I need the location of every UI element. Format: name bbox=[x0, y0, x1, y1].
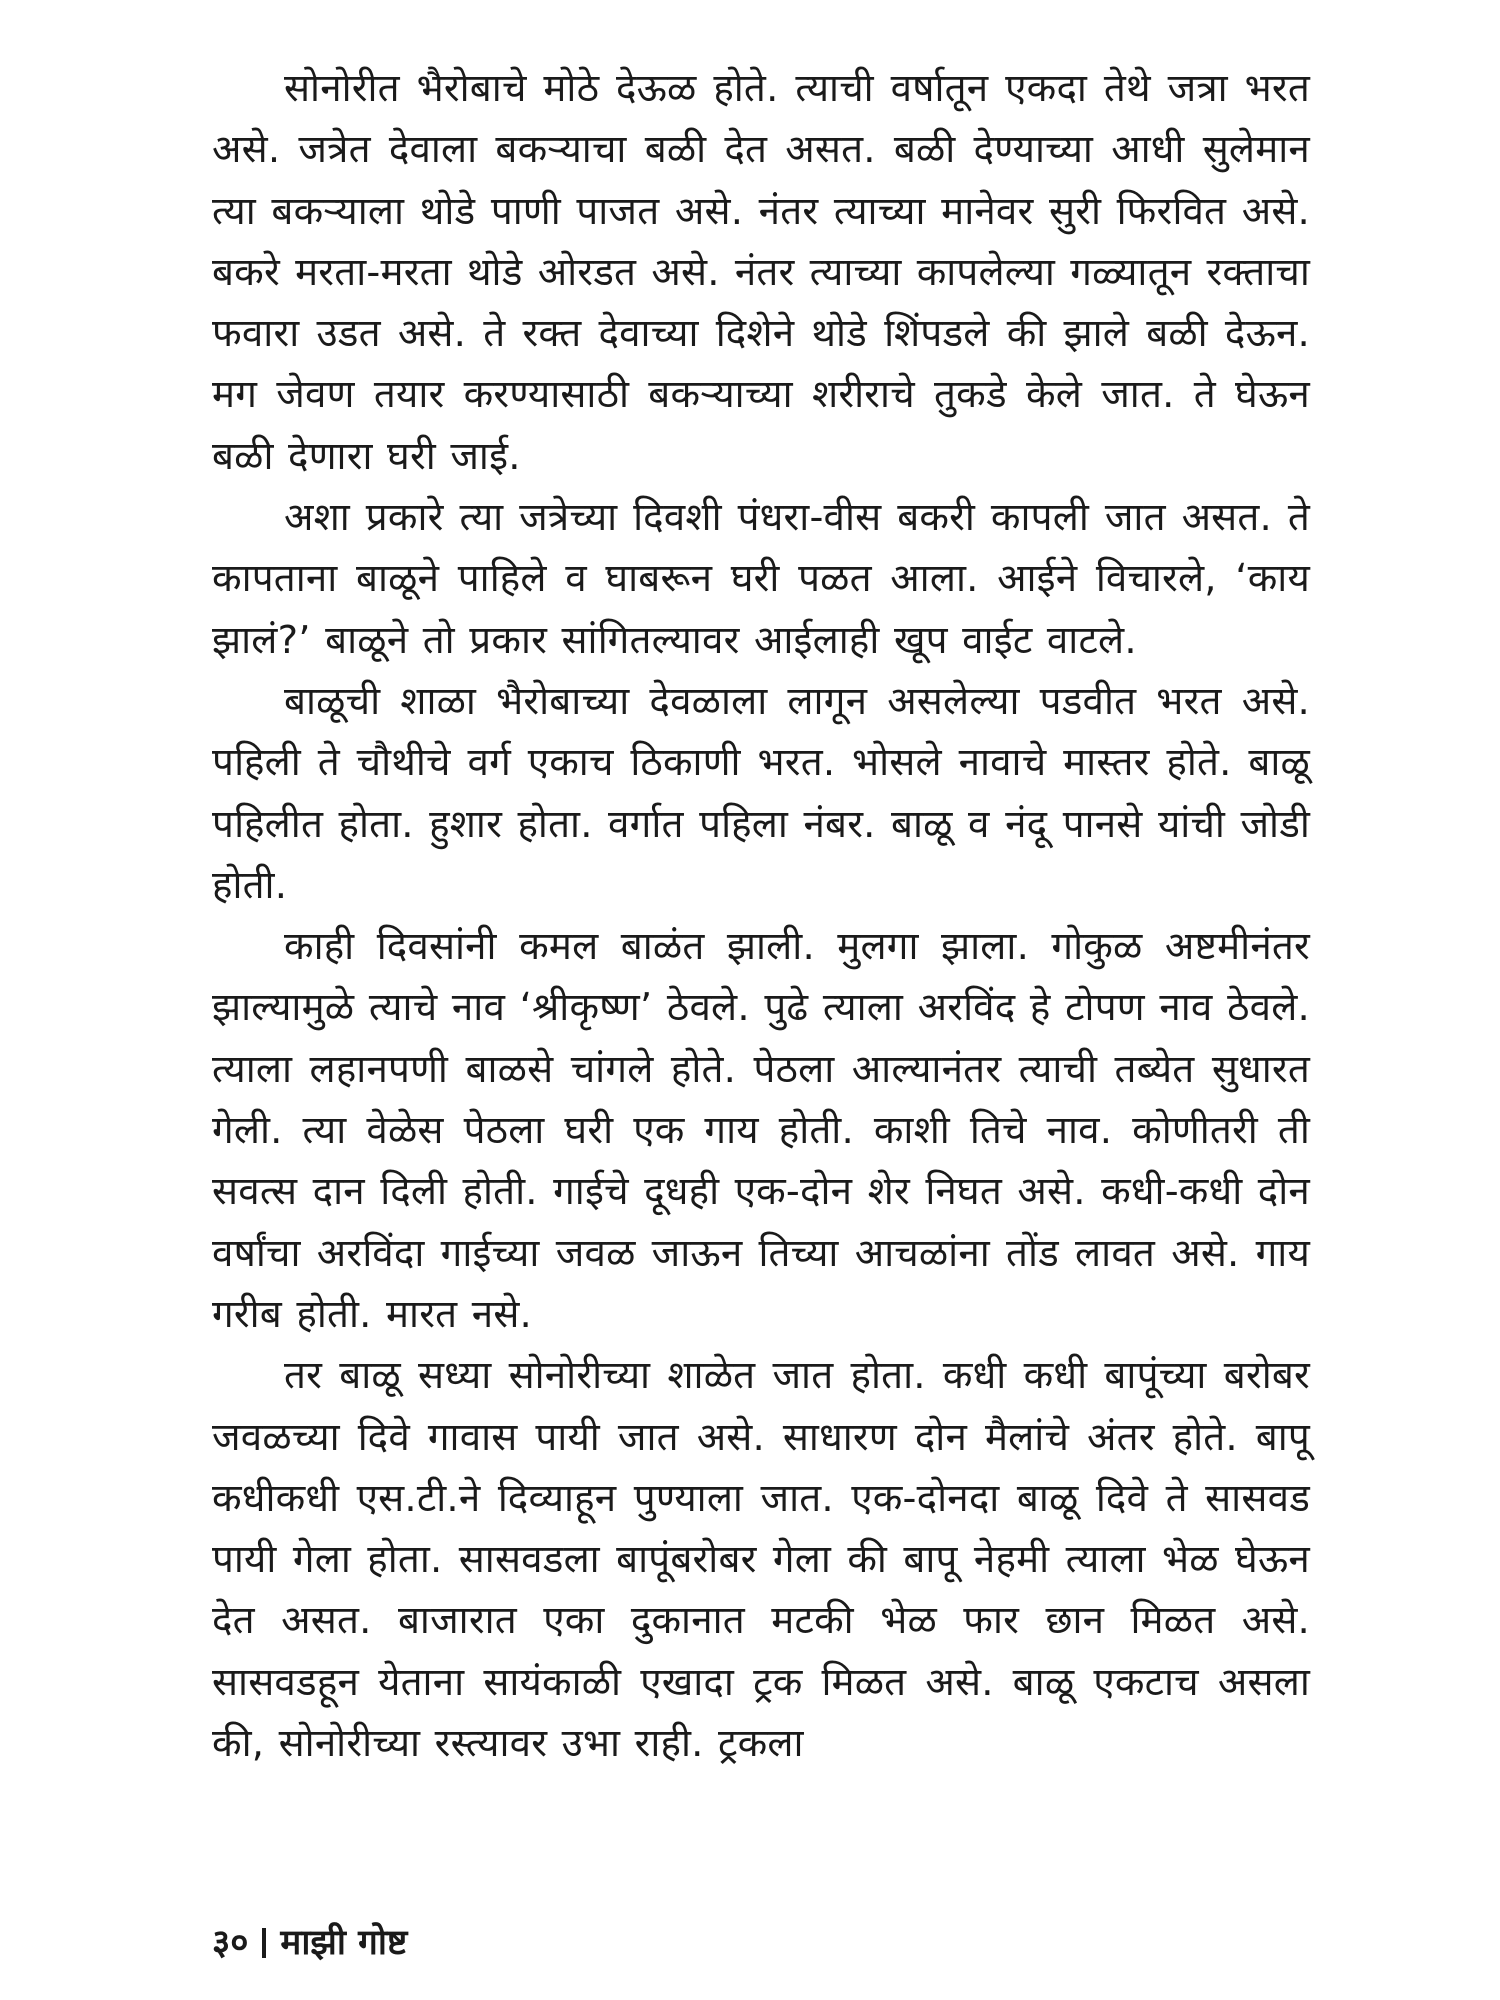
book-title: माझी गोष्ट bbox=[280, 1923, 408, 1963]
paragraph-1: सोनोरीत भैरोबाचे मोठे देऊळ होते. त्याची वर्षातून एकदा तेथे जत्रा भरत असे. जत्रेत देवाला बकऱ्याचा बळी देत असत. बळी देण्याच्या आधी सुलेमान त्या बकऱ्याला थोडे पाणी पाजत असे. नंतर त्याच्या मानेवर सुरी फिरवित असे. बकरे मरता-मरता थोडे ओरडत असे. नंतर त्याच्या कापलेल्या गळ्यातून रक्ताचा फवारा उडत असे. ते रक्त देवाच्या दिशेने थोडे शिंपडले की झाले बळी देऊन. मग जेवण तयार करण्यासाठी बकऱ्याच्या शरीराचे तुकडे केले जात. ते घेऊन बळी देणारा घरी जाई. bbox=[212, 66, 1310, 479]
paragraph-5: तर बाळू सध्या सोनोरीच्या शाळेत जात होता. कधी कधी बापूंच्या बरोबर जवळच्या दिवे गावास पायी जात असे. साधारण दोन मैलांचे अंतर होते. बापू कधीकधी एस.टी.ने दिव्याहून पुण्याला जात. एक-दोनदा बाळू दिवे ते सासवड पायी गेला होता. सासवडला बापूंबरोबर गेला की बापू नेहमी त्याला भेळ घेऊन देत असत. बाजारात एका दुकानात मटकी भेळ फार छान मिळत असे. सासवडहून येताना सायंकाळी एखादा ट्रक मिळत असे. बाळू एकटाच असला की, सोनोरीच्या रस्त्यावर उभा राही. ट्रकला bbox=[212, 1353, 1310, 1767]
paragraph-3: बाळूची शाळा भैरोबाच्या देवळाला लागून असलेल्या पडवीत भरत असे. पहिली ते चौथीचे वर्ग एकाच ठिकाणी भरत. भोसले नावाचे मास्तर होते. बाळू पहिलीत होता. हुशार होता. वर्गात पहिला नंबर. बाळू व नंदू पानसे यांची जोडी होती. bbox=[212, 678, 1310, 908]
page-body bbox=[212, 58, 1310, 1774]
page-footer bbox=[212, 1918, 407, 1965]
footer-separator bbox=[262, 1928, 266, 1958]
paragraph-2: अशा प्रकारे त्या जत्रेच्या दिवशी पंधरा-वीस बकरी कापली जात असत. ते कापताना बाळूने पाहिले व घाबरून घरी पळत आला. आईने विचारले, ‘काय झालं?’ बाळूने तो प्रकार सांगितल्यावर आईलाही खूप वाईट वाटले. bbox=[212, 495, 1310, 663]
paragraph-4: काही दिवसांनी कमल बाळंत झाली. मुलगा झाला. गोकुळ अष्टमीनंतर झाल्यामुळे त्याचे नाव ‘श्रीकृष्ण’ ठेवले. पुढे त्याला अरविंद हे टोपण नाव ठेवले. त्याला लहानपणी बाळसे चांगले होते. पेठला आल्यानंतर त्याची तब्येत सुधारत गेली. त्या वेळेस पेठला घरी एक गाय होती. काशी तिचे नाव. कोणीतरी ती सवत्स दान दिली होती. गाईचे दूधही एक-दोन शेर निघत असे. कधी-कधी दोन वर्षांचा अरविंदा गाईच्या जवळ जाऊन तिच्या आचळांना तोंड लावत असे. गाय गरीब होती. मारत नसे. bbox=[212, 924, 1310, 1337]
page-number: ३० bbox=[212, 1923, 249, 1963]
